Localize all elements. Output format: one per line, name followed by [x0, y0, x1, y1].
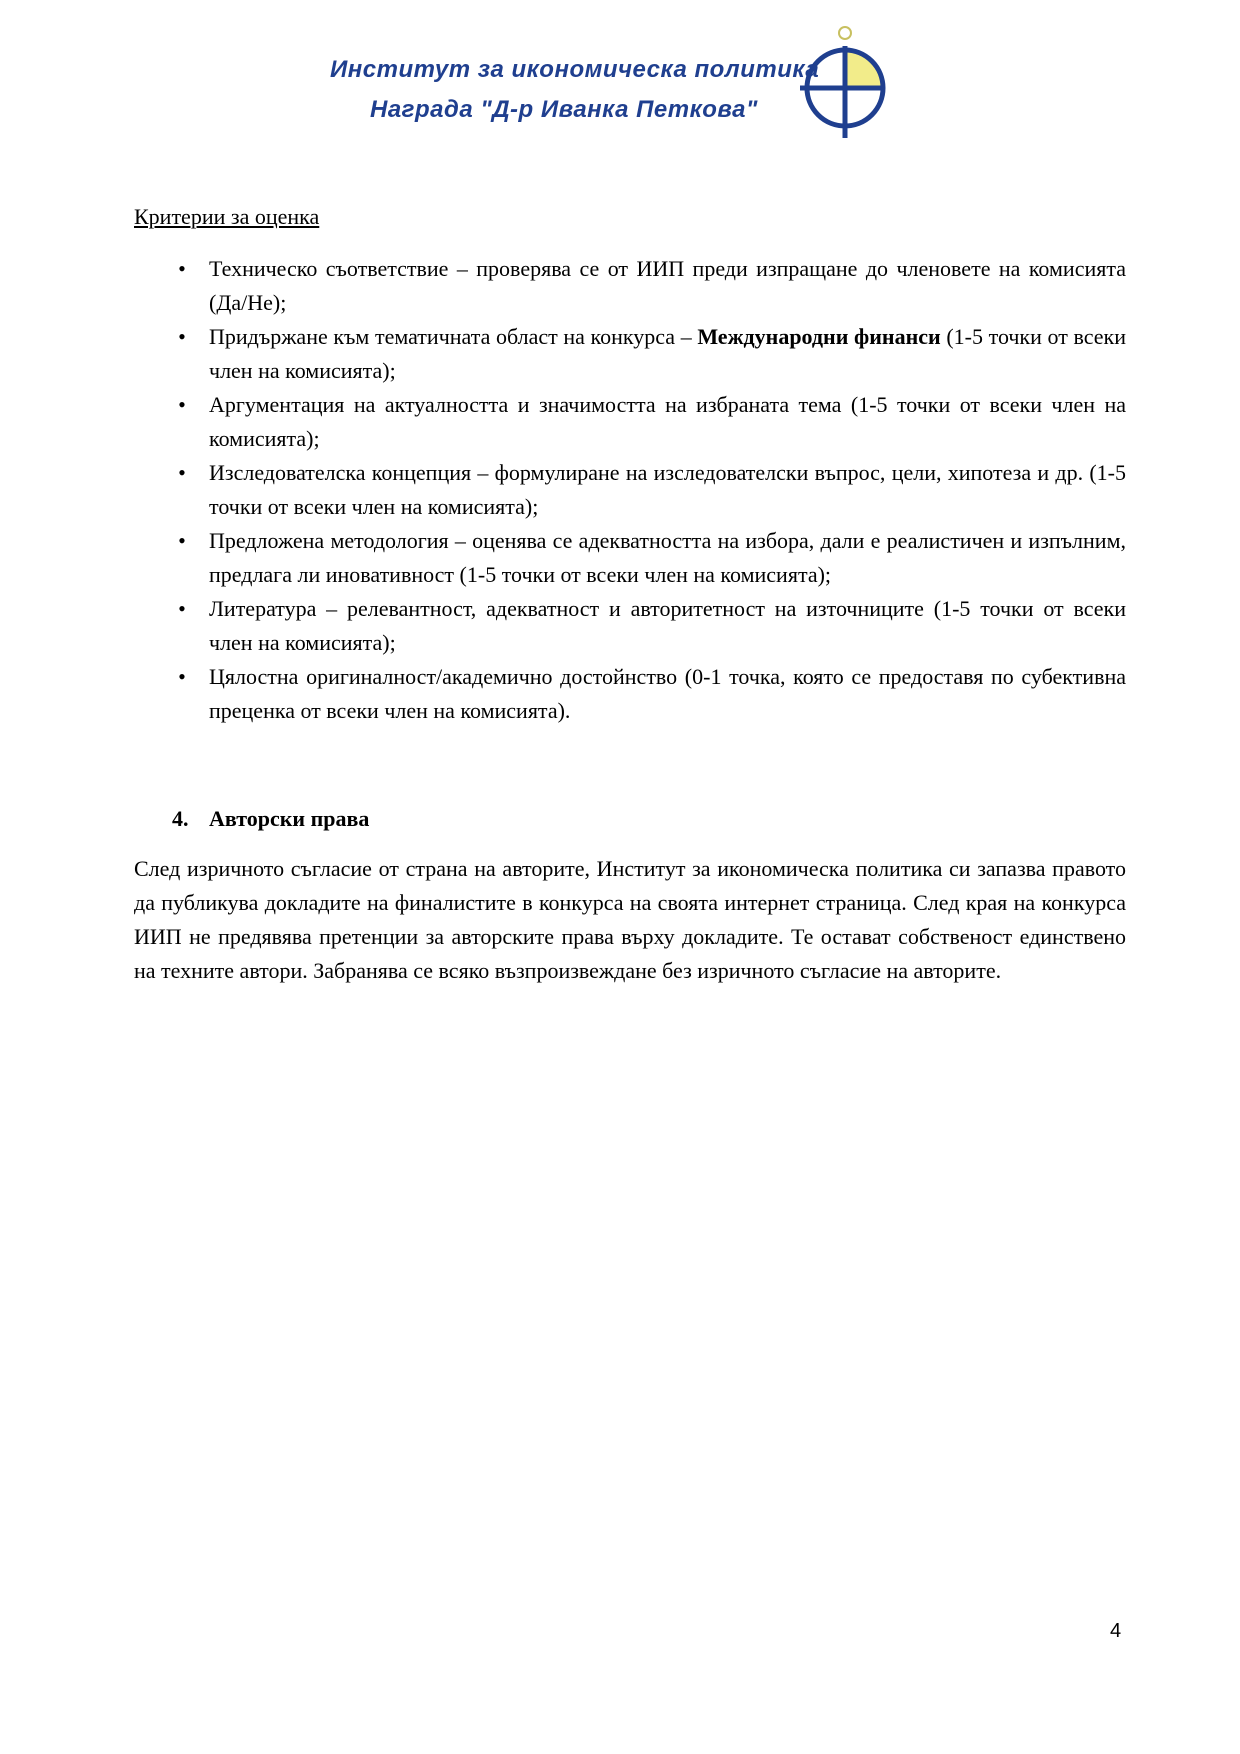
section-title: Авторски права — [209, 806, 370, 831]
page-number: 4 — [1110, 1620, 1122, 1642]
criteria-list — [134, 252, 1126, 728]
criteria-heading: Критерии за оценка — [134, 204, 320, 229]
document-body — [134, 200, 1126, 988]
criteria-item-bold: Международни финанси — [697, 324, 941, 349]
copyright-paragraph: След изричното съгласие от страна на авторите, Институт за икономическа политика си запазва правото да публикува докладите на финалистите в конкурса на своята интернет страница. След края на конкурса ИИП не предявява претенции за авторските права върху докладите. Те остават собственост единствено на техните автори. Забранява се всяко възпроизвеждане без изричното съгласие на авторите. — [134, 856, 1126, 983]
institute-emblem-icon — [790, 20, 900, 144]
criteria-item — [134, 524, 1126, 592]
section-heading — [134, 802, 1126, 836]
bullet-icon: • — [178, 596, 186, 621]
bullet-icon: • — [178, 664, 186, 689]
criteria-item-text: Литература – релевантност, адекватност и авторитетност на източниците (1-5 точки от всеки член на комисията); — [209, 596, 1126, 655]
bullet-icon: • — [178, 324, 186, 349]
bullet-icon: • — [178, 528, 186, 553]
criteria-item-text: Цялостна оригиналност/академично достойнство (0-1 точка, която се предоставя по субективна преценка от всеки член на комисията). — [209, 664, 1126, 723]
criteria-item — [134, 660, 1126, 728]
criteria-item — [134, 592, 1126, 660]
bullet-icon: • — [178, 392, 186, 417]
criteria-item — [134, 320, 1126, 388]
bullet-icon: • — [178, 256, 186, 281]
criteria-item-text: Предложена методология – оценява се адекватността на избора, дали е реалистичен и изпълним, предлага ли иновативност (1-5 точки от всеки член на комисията); — [209, 528, 1126, 587]
criteria-item-text-after: (1-5 точки от всеки член на комисията); — [209, 324, 1126, 383]
section-number: 4. — [172, 806, 189, 831]
logo-title: Институт за икономическа политика — [330, 56, 820, 83]
bullet-icon: • — [178, 460, 186, 485]
criteria-item — [134, 388, 1126, 456]
page-header — [320, 20, 900, 144]
criteria-item-text: Аргументация на актуалността и значимостта на избраната тема (1-5 точки от всеки член на комисията); — [209, 392, 1126, 451]
logo-subtitle: Награда "Д-р Иванка Петкова" — [370, 96, 758, 123]
criteria-item-text: Техническо съответствие – проверява се от ИИП преди изпращане до членовете на комисията (Да/Не); — [209, 256, 1126, 315]
criteria-item — [134, 456, 1126, 524]
criteria-item-text: Придържане към тематичната област на конкурса – — [209, 324, 698, 349]
criteria-item — [134, 252, 1126, 320]
criteria-item-text: Изследователска концепция – формулиране на изследователски въпрос, цели, хипотеза и др. (1-5 точки от всеки член на комисията); — [209, 460, 1126, 519]
